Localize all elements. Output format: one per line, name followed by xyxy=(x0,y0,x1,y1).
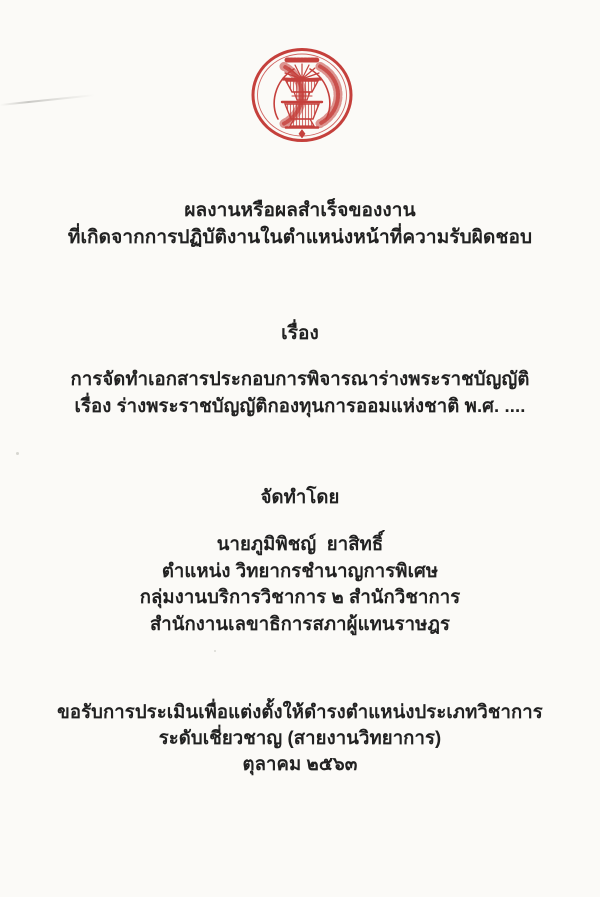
preparer-name: นายภูมิพิชญ์ ยาสิทธิ์ xyxy=(216,533,384,554)
preparer-details xyxy=(0,531,600,637)
assessment-date: ตุลาคม ๒๕๖๓ xyxy=(242,753,358,774)
parliament-seal-icon xyxy=(250,47,354,143)
assessment-line-2: ระดับเชี่ยวชาญ (สายงานวิทยาการ) xyxy=(158,727,442,748)
subject-line-2: เรื่อง ร่างพระราชบัญญัติกองทุนการออมแห่งชาติ พ.ศ. .... xyxy=(74,395,526,416)
subject-line-1: การจัดทำเอกสารประกอบการพิจารณาร่างพระราชบัญญัติ xyxy=(70,368,530,389)
title-line-1: ผลงานหรือผลสำเร็จของงาน xyxy=(184,200,416,221)
subject-heading: เรื่อง xyxy=(281,323,319,344)
preparer-unit: กลุ่มงานบริการวิชาการ ๒ สำนักวิชาการ xyxy=(139,586,461,607)
assessment-statement xyxy=(0,699,600,777)
subject-statement xyxy=(0,365,600,419)
prepared-by-heading: จัดทำโดย xyxy=(260,486,340,507)
assessment-line-1: ขอรับการประเมินเพื่อแต่งตั้งให้ดำรงตำแหน่งประเภทวิชาการ xyxy=(57,701,543,722)
scan-speck xyxy=(16,452,19,455)
preparer-position: ตำแหน่ง วิทยากรชำนาญการพิเศษ xyxy=(161,559,439,581)
document-title xyxy=(0,197,600,251)
scan-speck xyxy=(214,650,216,652)
scan-scratch-artifact xyxy=(0,94,95,106)
title-line-2: ที่เกิดจากการปฏิบัติงานในตำแหน่งหน้าที่ความรับผิดชอบ xyxy=(67,227,533,248)
preparer-organization: สำนักงานเลขาธิการสภาผู้แทนราษฎร xyxy=(149,612,451,634)
